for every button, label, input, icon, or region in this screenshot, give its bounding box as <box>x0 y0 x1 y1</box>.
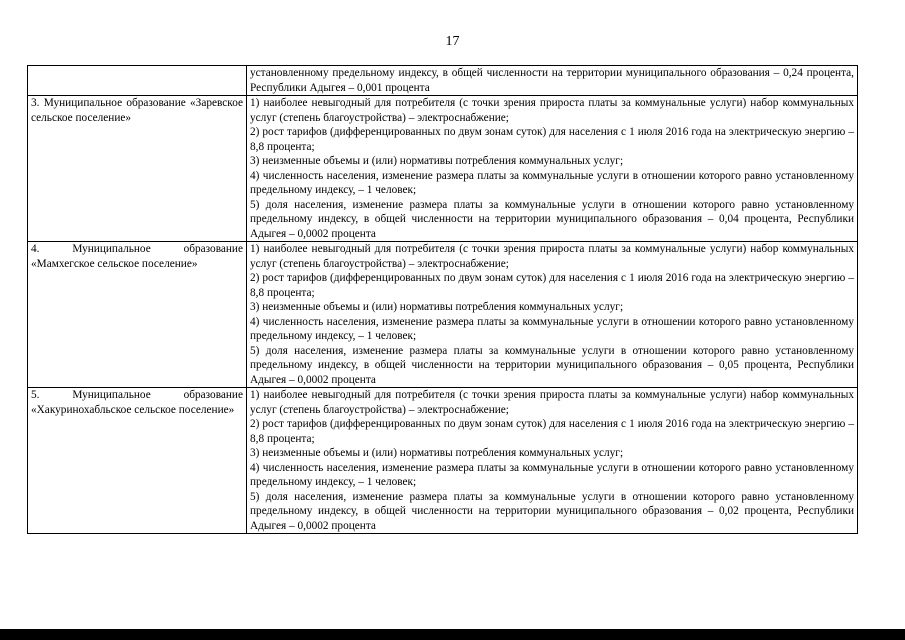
condition-line: 2) рост тарифов (дифференцированных по двум зонам суток) для населения с 1 июля 2016 года на электрическую энергию – 8,8 процента; <box>250 272 854 299</box>
condition-line: 1) наиболее невыгодный для потребителя (с точки зрения прироста платы за коммунальные услуги) набор коммунальных услуг (степень благоустройства) – электроснабжение; <box>250 243 854 270</box>
municipality-cell: 3. Муниципальное образование «Заревское сельское поселение» <box>28 96 247 242</box>
conditions-cell <box>247 66 858 96</box>
condition-line: 3) неизменные объемы и (или) нормативы потребления коммунальных услуг; <box>250 447 624 459</box>
table-row <box>28 96 858 242</box>
municipality-cell: 5. Муниципальное образование «Хакуринохабльское сельское поселение» <box>28 388 247 534</box>
condition-line: 1) наиболее невыгодный для потребителя (с точки зрения прироста платы за коммунальные услуги) набор коммунальных услуг (степень благоустройства) – электроснабжение; <box>250 97 854 124</box>
condition-line: 1) наиболее невыгодный для потребителя (с точки зрения прироста платы за коммунальные услуги) набор коммунальных услуг (степень благоустройства) – электроснабжение; <box>250 389 854 416</box>
condition-line: 5) доля населения, изменение размера платы за коммунальные услуги в отношении которого равно установленному предельному индексу, в общей численности на территории муниципального образования – 0,04 процента, Республики Адыгея – 0,0002 процента <box>250 198 854 240</box>
conditions-cell <box>247 388 858 534</box>
table-row <box>28 66 858 96</box>
condition-line: 2) рост тарифов (дифференцированных по двум зонам суток) для населения с 1 июля 2016 года на электрическую энергию – 8,8 процента; <box>250 418 854 445</box>
condition-line: 3) неизменные объемы и (или) нормативы потребления коммунальных услуг; <box>250 155 624 167</box>
condition-line: 2) рост тарифов (дифференцированных по двум зонам суток) для населения с 1 июля 2016 года на электрическую энергию – 8,8 процента; <box>250 126 854 153</box>
conditions-cell <box>247 242 858 388</box>
table-row <box>28 388 858 534</box>
scan-edge-bar <box>0 629 905 640</box>
condition-line: 3) неизменные объемы и (или) нормативы потребления коммунальных услуг; <box>250 301 624 313</box>
condition-line: 4) численность населения, изменение размера платы за коммунальные услуги в отношении которого равно установленному предельному индексу, – 1 человек; <box>250 169 854 196</box>
conditions-cell <box>247 96 858 242</box>
condition-line: установленному предельному индексу, в общей численности на территории муниципального образования – 0,24 процента, Республики Адыгея – 0,001 процента <box>250 67 854 94</box>
document-table <box>27 65 858 534</box>
condition-line: 5) доля населения, изменение размера платы за коммунальные услуги в отношении которого равно установленному предельному индексу, в общей численности на территории муниципального образования – 0,02 процента, Республики Адыгея – 0,0002 процента <box>250 490 854 532</box>
condition-line: 4) численность населения, изменение размера платы за коммунальные услуги в отношении которого равно установленному предельному индексу, – 1 человек; <box>250 461 854 488</box>
condition-line: 4) численность населения, изменение размера платы за коммунальные услуги в отношении которого равно установленному предельному индексу, – 1 человек; <box>250 315 854 342</box>
table-row <box>28 242 858 388</box>
page-number: 17 <box>445 34 460 49</box>
condition-line: 5) доля населения, изменение размера платы за коммунальные услуги в отношении которого равно установленному предельному индексу, в общей численности на территории муниципального образования – 0,05 процента, Республики Адыгея – 0,0002 процента <box>250 344 854 386</box>
municipality-cell: 4. Муниципальное образование «Мамхегское сельское поселение» <box>28 242 247 388</box>
municipality-cell <box>28 66 247 96</box>
